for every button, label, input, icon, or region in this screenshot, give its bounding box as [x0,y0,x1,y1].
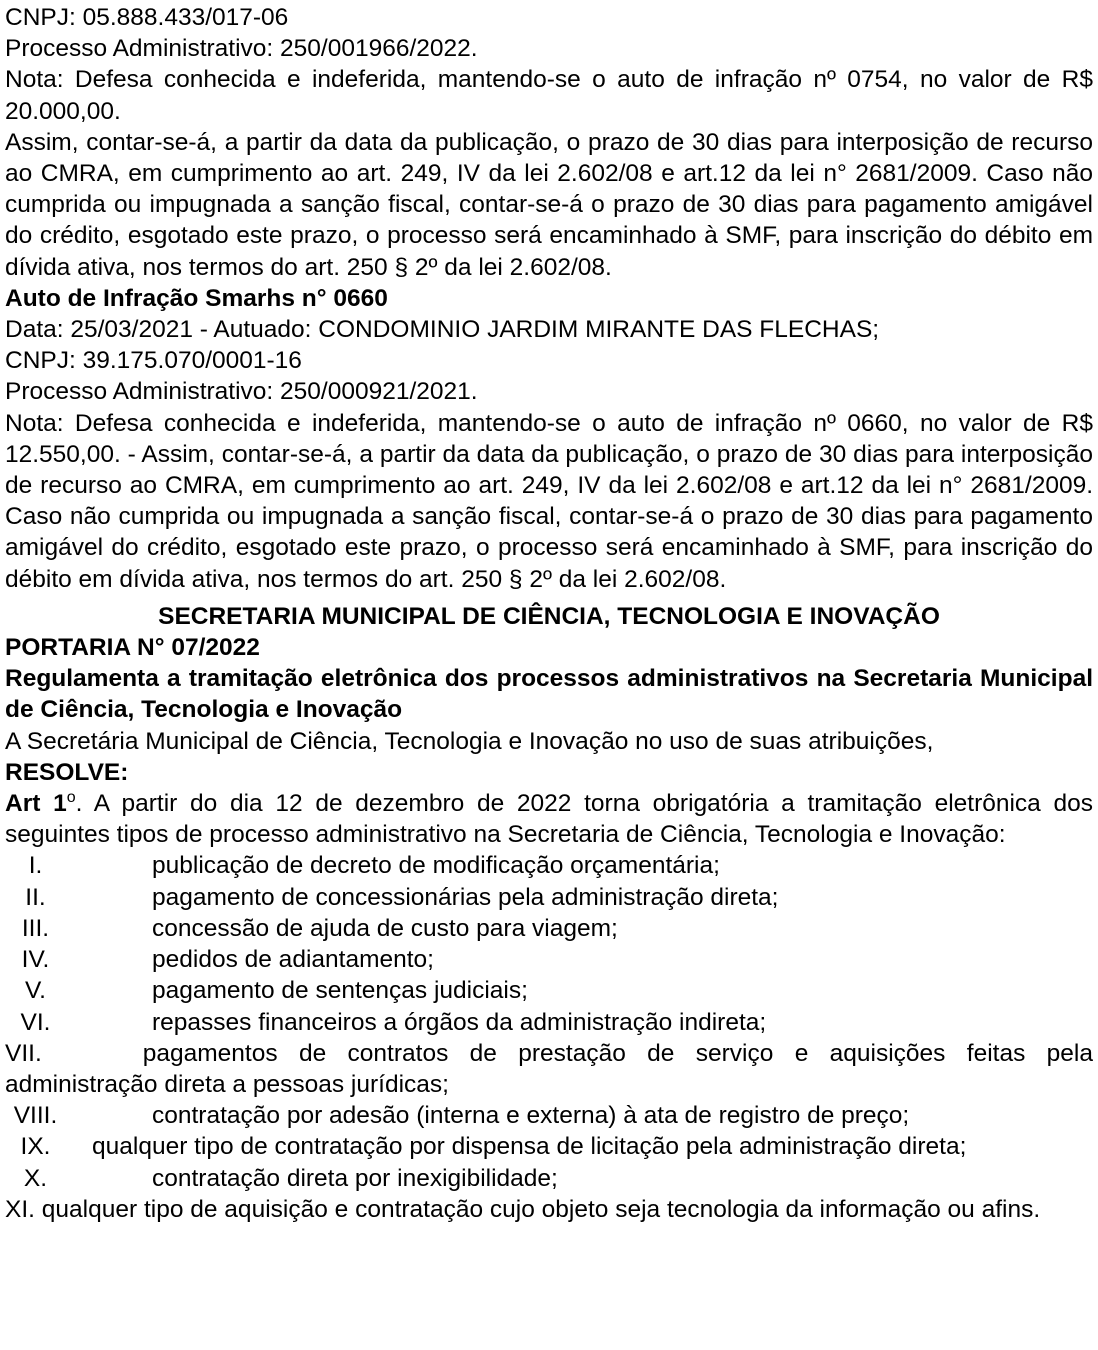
cnpj-line: CNPJ: 05.888.433/017-06 [5,4,289,31]
art-text: . A partir do dia 12 de dezembro de 2022 torna obrigatória a tramitação eletrônica dos seguintes tipos de processo administrativo na Secretaria de Ciência, Tecnologia e Inovação: [5,790,1094,849]
processo-line: Processo Administrativo: 250/000921/2021. [5,378,478,406]
items-list [5,850,1093,1224]
item-number: IV. [21,946,50,974]
item-number: VIII. [13,1102,58,1130]
portaria-title: PORTARIA N° 07/2022 [5,634,260,662]
item-text: pagamentos de contratos de prestação de serviço e aquisições feitas pela administração direta a pessoas jurídicas; [5,1039,1093,1098]
item-number: VI. [20,1008,51,1036]
item-number: V. [25,977,46,1005]
item-text: publicação de decreto de modificação orçamentária; [152,852,720,880]
item-number: XI. [5,1195,35,1223]
preambulo: A Secretária Municipal de Ciência, Tecnologia e Inovação no uso de suas atribuições, [5,727,934,755]
item-text: repasses financeiros a órgãos da administração indireta; [152,1008,767,1036]
list-item [5,944,1093,975]
list-item [5,1131,1093,1162]
item-text: contratação direta por inexigibilidade; [152,1164,558,1192]
auto-infracao-title: Auto de Infração Smarhs n° 0660 [5,284,388,312]
list-item [5,913,1093,944]
item-text: pedidos de adiantamento; [152,946,434,974]
item-text: qualquer tipo de aquisição e contratação cujo objeto seja tecnologia da informação ou afins. [41,1195,1041,1223]
art-ordinal: o [66,788,76,806]
list-item [5,1163,1093,1194]
item-text: pagamento de sentenças judiciais; [152,977,528,1005]
list-item [5,882,1093,913]
resolve-label: RESOLVE: [5,758,129,786]
list-item [5,1194,1093,1225]
item-number: III. [21,914,50,942]
art-label: Art 1 [5,790,67,818]
cnpj-line: CNPJ: 39.175.070/0001-16 [5,347,302,375]
item-number: II. [25,883,46,911]
item-text: concessão de ajuda de custo para viagem; [152,914,618,942]
item-number: VII. [5,1039,42,1067]
data-autuado-line: Data: 25/03/2021 - Autuado: CONDOMINIO JARDIM MIRANTE DAS FLECHAS; [5,316,880,344]
list-item [5,1007,1093,1038]
item-text: qualquer tipo de contratação por dispensa de licitação pela administração direta; [92,1133,967,1161]
portaria-ementa: Regulamenta a tramitação eletrônica dos processos administrativos na Secretaria Municipal de Ciência, Tecnologia e Inovação [5,665,1093,724]
processo-line: Processo Administrativo: 250/001966/2022. [5,35,478,63]
item-number: X. [23,1164,48,1192]
art-1-paragraph [5,788,1093,850]
item-text: contratação por adesão (interna e externa) à ata de registro de preço; [152,1102,910,1130]
secretaria-heading: SECRETARIA MUNICIPAL DE CIÊNCIA, TECNOLOGIA E INOVAÇÃO [158,602,940,630]
item-number: I. [28,852,43,880]
list-item [5,850,1093,881]
item-number: IX. [20,1133,51,1161]
item-text: pagamento de concessionárias pela administração direta; [152,883,779,911]
prazo-paragraph: Assim, contar-se-á, a partir da data da publicação, o prazo de 30 dias para interposição de recurso ao CMRA, em cumprimento ao art. 249, IV da lei 2.602/08 e art.12 da lei n° 2681/2009. Caso não cumprida ou impugnada a sanção fiscal, contar-se-á o prazo de 30 dias para pagamento amigável do crédito, esgotado este prazo, o processo será encaminhado à SMF, para inscrição do débito em dívida ativa, nos termos do art. 250 § 2º da lei 2.602/08. [5,128,1093,281]
list-item [5,1038,1093,1100]
nota-paragraph: Nota: Defesa conhecida e indeferida, mantendo-se o auto de infração nº 0660, no valor de R$ 12.550,00. - Assim, contar-se-á, a partir da data da publicação, o prazo de 30 dias para interposição de recurso ao CMRA, em cumprimento ao art. 249, IV da lei 2.602/08 e art.12 da lei n° 2681/2009. Caso não cumprida ou impugnada a sanção fiscal, contar-se-á o prazo de 30 dias para pagamento amigável do crédito, esgotado este prazo, o processo será encaminhado à SMF, para inscrição do débito em dívida ativa, nos termos do art. 250 § 2º da lei 2.602/08. [5,409,1093,593]
list-item [5,1100,1093,1131]
list-item [5,975,1093,1006]
nota-paragraph: Nota: Defesa conhecida e indeferida, mantendo-se o auto de infração nº 0754, no valor de R$ 20.000,00. [5,66,1093,125]
